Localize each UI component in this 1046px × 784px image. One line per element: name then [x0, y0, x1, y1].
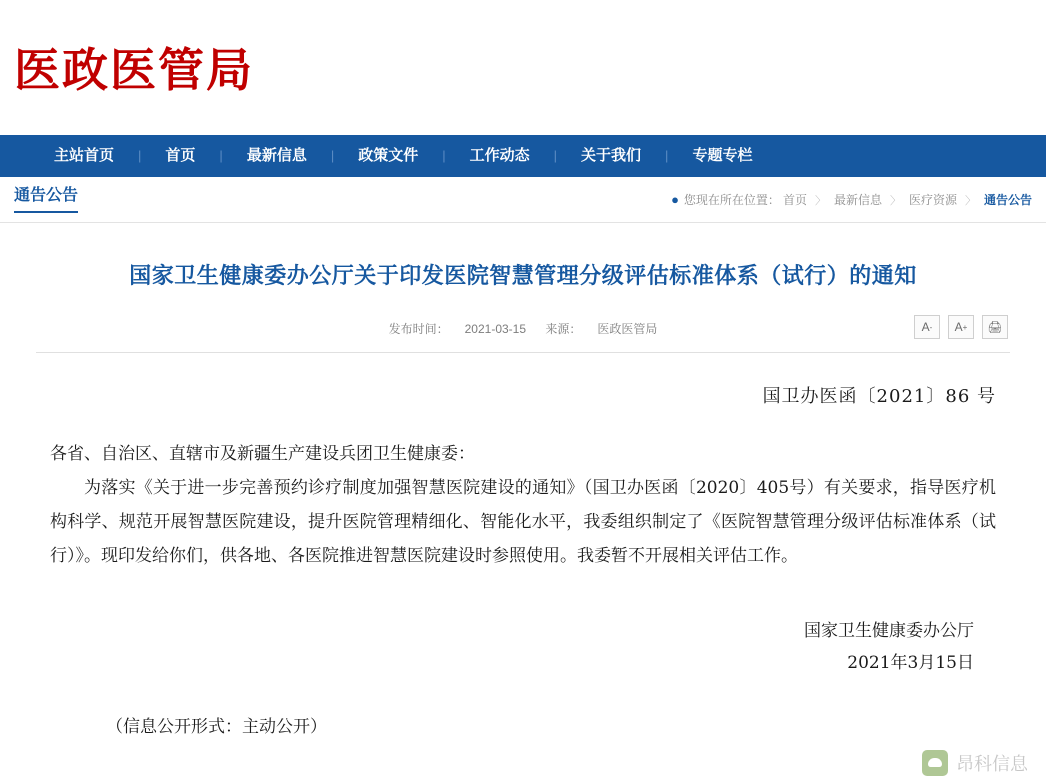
nav-item-policy-documents[interactable]: 政策文件 — [358, 147, 419, 164]
breadcrumb-current: 通告公告 — [983, 193, 1032, 207]
watermark — [922, 750, 1028, 776]
document-paragraph: 为落实《关于进一步完善预约诊疗制度加强智慧医院建设的通知》（国卫办医函〔2020〕405号）有关要求，指导医疗机构科学、规范开展智慧医院建设，提升医院管理精细化、智能化水平，我委组织制定了《医院智慧管理分级评估标准体系（试行）》。现印发给你们，供各地、各医院推进智慧医院建设时参照使用。我委暂不开展相关评估工作。 — [50, 478, 996, 566]
nav-item-latest-news[interactable]: 最新信息 — [246, 147, 307, 164]
nav-separator: | — [442, 148, 446, 163]
increase-font-button[interactable] — [948, 315, 974, 339]
nav-separator: | — [219, 148, 223, 163]
location-pin-icon: ● — [671, 192, 679, 207]
nav-item-home[interactable]: 首页 — [165, 147, 196, 164]
nav-item-special-topics[interactable]: 专题专栏 — [692, 147, 753, 164]
source-label: 来源： — [545, 322, 582, 336]
article-meta — [36, 312, 1010, 346]
breadcrumb-prefix: 您现在所在位置： — [683, 193, 780, 207]
meta-divider — [36, 352, 1010, 353]
article-tools — [914, 315, 1008, 339]
nav-separator: | — [138, 148, 142, 163]
breadcrumb-arrow: 〉 — [964, 194, 976, 207]
signature-organization: 国家卫生健康委办公厅 — [804, 621, 974, 641]
article-meta-text — [36, 312, 1010, 346]
decrease-font-button[interactable] — [914, 315, 940, 339]
article-body — [36, 379, 1010, 744]
anke-logo-icon — [922, 750, 948, 776]
watermark-text: 昂科信息 — [956, 754, 1028, 775]
signature-date: 2021年3月15日 — [847, 653, 974, 674]
increase-font-label: A — [954, 320, 963, 334]
breadcrumb-arrow: 〉 — [889, 194, 901, 207]
publish-time-value: 2021-03-15 — [464, 322, 527, 336]
decrease-font-label: A — [921, 320, 930, 334]
nav-separator: | — [553, 148, 558, 163]
publish-time-label: 发布时间： — [388, 322, 449, 336]
nav-item-home-main[interactable]: 主站首页 — [54, 147, 115, 164]
breadcrumb-item-latest-news[interactable]: 最新信息 — [833, 193, 882, 207]
page-title: 国家卫生健康委办公厅关于印发医院智慧管理分级评估标准体系（试行）的通知 — [129, 263, 917, 288]
section-title: 通告公告 — [14, 186, 78, 213]
printer-icon: 🖨 — [987, 320, 1003, 334]
article — [0, 259, 1046, 744]
breadcrumb-bar — [0, 177, 1046, 223]
disclosure-note: （信息公开形式：主动公开） — [106, 716, 327, 737]
document-salutation: 各省、自治区、直辖市及新疆生产建设兵团卫生健康委： — [50, 444, 475, 464]
decrease-font-mark: - — [929, 322, 933, 332]
breadcrumb-item-medical-resources[interactable]: 医疗资源 — [908, 193, 957, 207]
increase-font-mark: + — [962, 322, 968, 332]
nav-item-work-updates[interactable]: 工作动态 — [469, 147, 530, 164]
site-header — [0, 0, 1046, 135]
breadcrumb-item-home[interactable]: 首页 — [782, 193, 807, 207]
document-number: 国卫办医函〔2021〕86 号 — [762, 386, 996, 407]
nav-item-about-us[interactable]: 关于我们 — [581, 147, 642, 164]
nav-separator: | — [665, 148, 669, 163]
print-button[interactable] — [982, 315, 1008, 339]
breadcrumb — [671, 191, 1032, 208]
source-value: 医政医管局 — [597, 322, 658, 336]
breadcrumb-arrow: 〉 — [814, 194, 826, 207]
nav-separator: | — [330, 148, 335, 163]
document-signature — [50, 615, 996, 680]
site-logo: 医政医管局 — [14, 42, 254, 97]
main-navigation — [0, 135, 1046, 177]
